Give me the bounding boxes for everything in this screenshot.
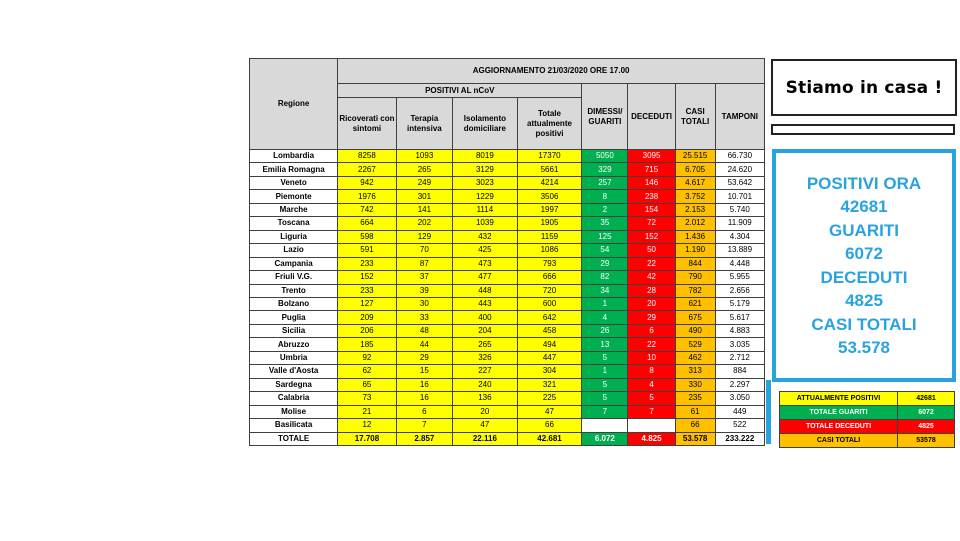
isolamento-cell: 47 <box>453 419 518 432</box>
accent-bar <box>766 380 771 444</box>
dimessi-cell: 5 <box>582 378 628 391</box>
region-cell: Umbria <box>250 351 338 364</box>
casi-cell: 2.012 <box>675 217 715 230</box>
empty-box <box>771 124 955 135</box>
table-row <box>250 392 765 405</box>
terapia-cell: 301 <box>396 190 452 203</box>
region-cell: Lazio <box>250 244 338 257</box>
terapia-cell: 265 <box>396 163 452 176</box>
terapia-cell: 16 <box>396 392 452 405</box>
totale-cell: 225 <box>517 392 582 405</box>
tamponi-header: TAMPONI <box>715 84 764 150</box>
total-dimessi-cell: 6.072 <box>582 432 628 445</box>
dimessi-cell: 7 <box>582 405 628 418</box>
isolamento-cell: 8019 <box>453 150 518 163</box>
terapia-cell: 15 <box>396 365 452 378</box>
dimessi-cell: 4 <box>582 311 628 324</box>
mini-label: TOTALE GUARITI <box>780 406 898 420</box>
casi-cell: 61 <box>675 405 715 418</box>
covid-regions-table <box>249 58 765 446</box>
deceduti-cell: 6 <box>628 324 675 337</box>
guariti-label: GUARITI <box>829 220 899 240</box>
slogan-box <box>771 59 957 116</box>
totale-cell: 793 <box>517 257 582 270</box>
deceduti-cell: 5 <box>628 392 675 405</box>
isolamento-cell: 20 <box>453 405 518 418</box>
casi-cell: 313 <box>675 365 715 378</box>
total-deceduti-cell: 4.825 <box>628 432 675 445</box>
table-row <box>250 244 765 257</box>
isolamento-cell: 1039 <box>453 217 518 230</box>
isolamento-cell: 432 <box>453 230 518 243</box>
region-cell: Puglia <box>250 311 338 324</box>
dimessi-cell: 54 <box>582 244 628 257</box>
slogan-text: Stiamo in casa ! <box>785 77 943 98</box>
isolamento-cell: 1114 <box>453 203 518 216</box>
region-cell: Abruzzo <box>250 338 338 351</box>
isolamento-cell: 400 <box>453 311 518 324</box>
deceduti-cell: 152 <box>628 230 675 243</box>
dimessi-cell: 329 <box>582 163 628 176</box>
tamponi-cell: 5.955 <box>715 271 764 284</box>
table-row <box>250 378 765 391</box>
totale-cell: 1997 <box>517 203 582 216</box>
totale-cell: 1086 <box>517 244 582 257</box>
isolamento-cell: 448 <box>453 284 518 297</box>
total-casi-cell: 53.578 <box>675 432 715 445</box>
casi-cell: 1.190 <box>675 244 715 257</box>
positivi-label: POSITIVI ORA <box>806 173 922 193</box>
ricoverati-cell: 152 <box>338 271 396 284</box>
totale-cell: 304 <box>517 365 582 378</box>
deceduti-cell: 42 <box>628 271 675 284</box>
tamponi-cell: 2.297 <box>715 378 764 391</box>
isolamento-cell: 136 <box>453 392 518 405</box>
deceduti-cell: 50 <box>628 244 675 257</box>
terapia-cell: 48 <box>396 324 452 337</box>
region-cell: Marche <box>250 203 338 216</box>
casi-cell: 675 <box>675 311 715 324</box>
casi-cell: 490 <box>675 324 715 337</box>
tamponi-cell: 13.889 <box>715 244 764 257</box>
deceduti-cell: 715 <box>628 163 675 176</box>
mini-label: ATTUALMENTE POSITIVI <box>780 392 898 406</box>
ricoverati-cell: 21 <box>338 405 396 418</box>
casi-cell: 6.705 <box>675 163 715 176</box>
isolamento-cell: 227 <box>453 365 518 378</box>
mini-row <box>780 420 955 434</box>
dimessi-cell: 8 <box>582 190 628 203</box>
deceduti-cell: 29 <box>628 311 675 324</box>
table-row <box>250 324 765 337</box>
isolamento-cell: 425 <box>453 244 518 257</box>
ricoverati-cell: 12 <box>338 419 396 432</box>
table-row <box>250 351 765 364</box>
ricoverati-cell: 598 <box>338 230 396 243</box>
isolamento-header: Isolamento domiciliare <box>453 98 518 150</box>
totale-cell: 666 <box>517 271 582 284</box>
deceduti-cell <box>628 419 675 432</box>
dimessi-cell <box>582 419 628 432</box>
totale-cell: 3506 <box>517 190 582 203</box>
deceduti-cell: 22 <box>628 338 675 351</box>
ricoverati-cell: 233 <box>338 257 396 270</box>
deceduti-cell: 238 <box>628 190 675 203</box>
isolamento-cell: 265 <box>453 338 518 351</box>
casi-cell: 3.752 <box>675 190 715 203</box>
deceduti-value: 4825 <box>845 291 883 310</box>
table-row <box>250 365 765 378</box>
casi-cell: 782 <box>675 284 715 297</box>
totale-cell: 47 <box>517 405 582 418</box>
isolamento-cell: 3129 <box>453 163 518 176</box>
table-row <box>250 338 765 351</box>
dimessi-cell: 5050 <box>582 150 628 163</box>
table-row <box>250 163 765 176</box>
dimessi-cell: 82 <box>582 271 628 284</box>
casi-header: CASI TOTALI <box>675 84 715 150</box>
table-row <box>250 405 765 418</box>
isolamento-cell: 1229 <box>453 190 518 203</box>
dimessi-header: DIMESSI/ GUARITI <box>582 84 628 150</box>
terapia-cell: 30 <box>396 297 452 310</box>
ricoverati-cell: 92 <box>338 351 396 364</box>
totale-cell: 1159 <box>517 230 582 243</box>
tamponi-cell: 5.617 <box>715 311 764 324</box>
terapia-cell: 1093 <box>396 150 452 163</box>
ricoverati-cell: 127 <box>338 297 396 310</box>
casi-cell: 330 <box>675 378 715 391</box>
region-cell: Bolzano <box>250 297 338 310</box>
tamponi-cell: 5.179 <box>715 297 764 310</box>
totale-cell: 66 <box>517 419 582 432</box>
dimessi-cell: 125 <box>582 230 628 243</box>
mini-row <box>780 406 955 420</box>
region-cell: Lombardia <box>250 150 338 163</box>
dimessi-cell: 34 <box>582 284 628 297</box>
table-row <box>250 230 765 243</box>
terapia-cell: 37 <box>396 271 452 284</box>
ricoverati-cell: 664 <box>338 217 396 230</box>
positivi-header: POSITIVI AL nCoV <box>338 84 582 98</box>
guariti-value: 6072 <box>845 244 883 263</box>
terapia-cell: 70 <box>396 244 452 257</box>
tamponi-cell: 66.730 <box>715 150 764 163</box>
totale-cell: 720 <box>517 284 582 297</box>
table-row <box>250 297 765 310</box>
terapia-cell: 33 <box>396 311 452 324</box>
table-row <box>250 150 765 163</box>
isolamento-cell: 204 <box>453 324 518 337</box>
region-cell: Valle d'Aosta <box>250 365 338 378</box>
terapia-cell: 202 <box>396 217 452 230</box>
tamponi-cell: 522 <box>715 419 764 432</box>
region-cell: Basilicata <box>250 419 338 432</box>
totale-cell: 1905 <box>517 217 582 230</box>
terapia-cell: 39 <box>396 284 452 297</box>
region-cell: Sicilia <box>250 324 338 337</box>
terapia-header: Terapia intensiva <box>396 98 452 150</box>
region-cell: Sardegna <box>250 378 338 391</box>
ricoverati-cell: 1976 <box>338 190 396 203</box>
mini-value: 6072 <box>898 406 955 420</box>
table-row <box>250 419 765 432</box>
dimessi-cell: 1 <box>582 365 628 378</box>
ricoverati-cell: 185 <box>338 338 396 351</box>
casi-cell: 4.617 <box>675 176 715 189</box>
totale-cell: 17370 <box>517 150 582 163</box>
totale-cell: 4214 <box>517 176 582 189</box>
region-header: Regione <box>250 59 338 150</box>
casi-cell: 2.153 <box>675 203 715 216</box>
deceduti-cell: 22 <box>628 257 675 270</box>
deceduti-header: DECEDUTI <box>628 84 675 150</box>
deceduti-cell: 20 <box>628 297 675 310</box>
tamponi-cell: 2.712 <box>715 351 764 364</box>
isolamento-cell: 326 <box>453 351 518 364</box>
region-cell: Molise <box>250 405 338 418</box>
ricoverati-cell: 942 <box>338 176 396 189</box>
mini-label: TOTALE DECEDUTI <box>780 420 898 434</box>
tamponi-cell: 2.656 <box>715 284 764 297</box>
dimessi-cell: 35 <box>582 217 628 230</box>
table-row <box>250 257 765 270</box>
region-cell: Calabria <box>250 392 338 405</box>
tamponi-cell: 4.304 <box>715 230 764 243</box>
deceduti-cell: 154 <box>628 203 675 216</box>
total-totale-cell: 42.681 <box>517 432 582 445</box>
deceduti-cell: 3095 <box>628 150 675 163</box>
tamponi-cell: 3.035 <box>715 338 764 351</box>
deceduti-cell: 72 <box>628 217 675 230</box>
deceduti-cell: 4 <box>628 378 675 391</box>
isolamento-cell: 473 <box>453 257 518 270</box>
totale-header: Totale attualmente positivi <box>517 98 582 150</box>
region-cell: Friuli V.G. <box>250 271 338 284</box>
ricoverati-cell: 206 <box>338 324 396 337</box>
table-row <box>250 217 765 230</box>
table-row <box>250 284 765 297</box>
summary-mini-table <box>779 391 955 448</box>
ricoverati-cell: 233 <box>338 284 396 297</box>
deceduti-cell: 7 <box>628 405 675 418</box>
tamponi-cell: 5.740 <box>715 203 764 216</box>
table-row <box>250 203 765 216</box>
positivi-value: 42681 <box>840 197 888 216</box>
deceduti-label: DECEDUTI <box>820 267 908 287</box>
table-row <box>250 271 765 284</box>
deceduti-cell: 10 <box>628 351 675 364</box>
table-row <box>250 190 765 203</box>
dimessi-cell: 1 <box>582 297 628 310</box>
totale-cell: 600 <box>517 297 582 310</box>
region-cell: Veneto <box>250 176 338 189</box>
mini-value: 53578 <box>898 434 955 448</box>
tamponi-cell: 24.620 <box>715 163 764 176</box>
summary-box <box>772 149 956 382</box>
deceduti-cell: 28 <box>628 284 675 297</box>
totale-cell: 642 <box>517 311 582 324</box>
totale-cell: 447 <box>517 351 582 364</box>
ricoverati-cell: 591 <box>338 244 396 257</box>
terapia-cell: 249 <box>396 176 452 189</box>
terapia-cell: 129 <box>396 230 452 243</box>
casi-cell: 25.515 <box>675 150 715 163</box>
isolamento-cell: 443 <box>453 297 518 310</box>
region-cell: Piemonte <box>250 190 338 203</box>
ricoverati-cell: 65 <box>338 378 396 391</box>
region-cell: Liguria <box>250 230 338 243</box>
tamponi-cell: 4.448 <box>715 257 764 270</box>
region-cell: Toscana <box>250 217 338 230</box>
total-terapia-cell: 2.857 <box>396 432 452 445</box>
update-title: AGGIORNAMENTO 21/03/2020 ORE 17.00 <box>338 59 765 84</box>
total-tamponi-cell: 233.222 <box>715 432 764 445</box>
dimessi-cell: 26 <box>582 324 628 337</box>
ricoverati-cell: 2267 <box>338 163 396 176</box>
tamponi-cell: 3.050 <box>715 392 764 405</box>
mini-value: 4825 <box>898 420 955 434</box>
casi-cell: 529 <box>675 338 715 351</box>
totals-row <box>250 432 765 445</box>
tamponi-cell: 11.909 <box>715 217 764 230</box>
casi-cell: 462 <box>675 351 715 364</box>
table-row <box>250 176 765 189</box>
totale-cell: 458 <box>517 324 582 337</box>
casi-cell: 235 <box>675 392 715 405</box>
casi-cell: 1.436 <box>675 230 715 243</box>
mini-value: 42681 <box>898 392 955 406</box>
terapia-cell: 7 <box>396 419 452 432</box>
dimessi-cell: 2 <box>582 203 628 216</box>
casi-cell: 66 <box>675 419 715 432</box>
tamponi-cell: 884 <box>715 365 764 378</box>
ricoverati-cell: 209 <box>338 311 396 324</box>
tamponi-cell: 4.883 <box>715 324 764 337</box>
totale-cell: 5661 <box>517 163 582 176</box>
casi-cell: 844 <box>675 257 715 270</box>
totale-cell: 321 <box>517 378 582 391</box>
region-cell: Campania <box>250 257 338 270</box>
totale-cell: 494 <box>517 338 582 351</box>
terapia-cell: 44 <box>396 338 452 351</box>
dimessi-cell: 29 <box>582 257 628 270</box>
total-region-cell: TOTALE <box>250 432 338 445</box>
total-isolamento-cell: 22.116 <box>453 432 518 445</box>
isolamento-cell: 240 <box>453 378 518 391</box>
ricoverati-cell: 742 <box>338 203 396 216</box>
ricoverati-cell: 73 <box>338 392 396 405</box>
table-row <box>250 311 765 324</box>
deceduti-cell: 8 <box>628 365 675 378</box>
ricoverati-cell: 8258 <box>338 150 396 163</box>
total-ricoverati-cell: 17.708 <box>338 432 396 445</box>
tamponi-cell: 449 <box>715 405 764 418</box>
deceduti-cell: 146 <box>628 176 675 189</box>
casi-cell: 621 <box>675 297 715 310</box>
terapia-cell: 29 <box>396 351 452 364</box>
region-cell: Trento <box>250 284 338 297</box>
dimessi-cell: 5 <box>582 351 628 364</box>
terapia-cell: 6 <box>396 405 452 418</box>
region-cell: Emilia Romagna <box>250 163 338 176</box>
mini-label: CASI TOTALI <box>780 434 898 448</box>
ricoverati-header: Ricoverati con sintomi <box>338 98 396 150</box>
terapia-cell: 141 <box>396 203 452 216</box>
terapia-cell: 16 <box>396 378 452 391</box>
isolamento-cell: 477 <box>453 271 518 284</box>
isolamento-cell: 3023 <box>453 176 518 189</box>
casi-value: 53.578 <box>838 338 890 357</box>
mini-row <box>780 434 955 448</box>
ricoverati-cell: 62 <box>338 365 396 378</box>
tamponi-cell: 10.701 <box>715 190 764 203</box>
casi-label: CASI TOTALI <box>811 314 917 334</box>
terapia-cell: 87 <box>396 257 452 270</box>
dimessi-cell: 5 <box>582 392 628 405</box>
mini-row <box>780 392 955 406</box>
casi-cell: 790 <box>675 271 715 284</box>
dimessi-cell: 13 <box>582 338 628 351</box>
dimessi-cell: 257 <box>582 176 628 189</box>
tamponi-cell: 53.642 <box>715 176 764 189</box>
